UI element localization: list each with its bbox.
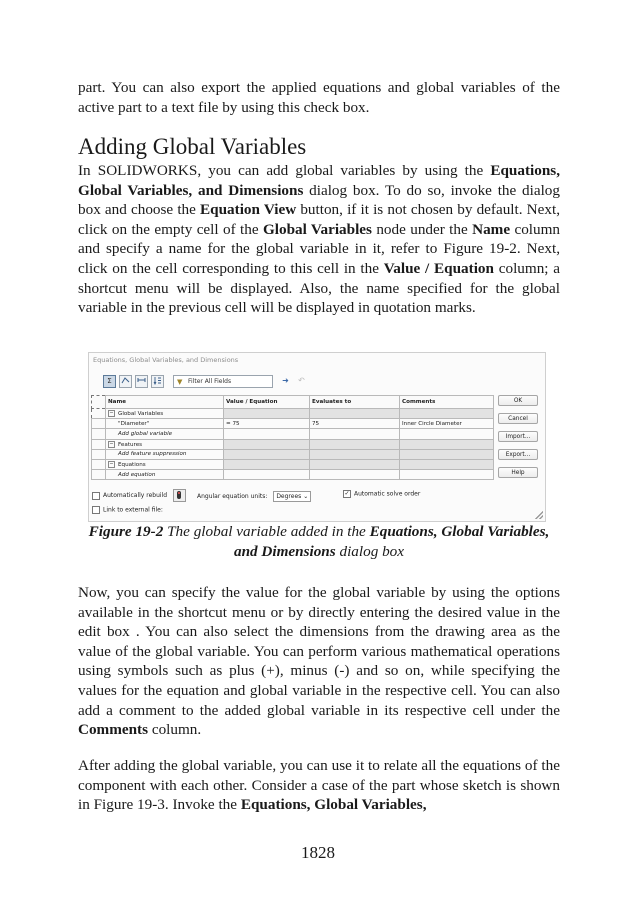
equations-grid <box>91 395 494 480</box>
dialog-title: Equations, Global Variables, and Dimensions <box>93 356 239 364</box>
undo-button[interactable] <box>295 375 308 388</box>
add-feature-suppression-cell[interactable]: Add feature suppression <box>106 449 224 459</box>
undo-icon: ↶ <box>298 376 305 385</box>
column-header-name[interactable]: Name <box>106 396 224 409</box>
angular-units-select[interactable]: Degrees ⌄ <box>273 491 311 502</box>
chevron-down-icon: ⌄ <box>303 493 309 500</box>
equation-view-button[interactable] <box>103 375 116 388</box>
add-global-variable-cell[interactable]: Add global variable <box>106 429 224 439</box>
collapse-icon: − <box>109 410 114 417</box>
auto-solve-checkbox[interactable]: ✓ Automatic solve order <box>344 490 421 498</box>
table-row <box>92 439 494 449</box>
angular-units-label: Angular equation units: <box>197 493 268 500</box>
figure-caption: Figure 19-2 The global variable added in the Equations, Global Variables, and Dimensions dialog box <box>88 523 550 560</box>
page-number: 1828 <box>301 843 335 862</box>
angular-units-group <box>197 491 311 502</box>
table-row <box>92 449 494 459</box>
grid-header-row <box>92 396 494 409</box>
rebuild-icon[interactable] <box>173 489 186 502</box>
table-row <box>92 419 494 429</box>
export-button[interactable]: Export... <box>498 449 538 460</box>
table-row <box>92 459 494 469</box>
checkbox-unchecked-icon <box>92 506 100 514</box>
table-row <box>92 409 494 419</box>
variable-name-cell[interactable]: "Diameter" <box>106 419 224 429</box>
filter-input[interactable] <box>173 375 273 388</box>
filter-placeholder: Filter All Fields <box>188 378 232 385</box>
sort-icon <box>153 376 162 385</box>
column-header-evaluates[interactable]: Evaluates to <box>310 396 400 409</box>
variable-comment-cell[interactable]: Inner Circle Diameter <box>400 419 494 429</box>
checkbox-checked-icon: ✓ <box>344 490 350 497</box>
ok-button[interactable]: OK <box>498 395 538 406</box>
sketch-icon <box>121 376 130 385</box>
intro-paragraph: part. You can also export the applied equations and global variables of the active part to a text file by using this check box. <box>78 79 560 116</box>
dimension-icon <box>137 376 146 385</box>
variable-evaluates-cell: 75 <box>310 419 400 429</box>
variable-value-cell[interactable]: = 75 <box>224 419 310 429</box>
sketch-equation-view-button[interactable] <box>119 375 132 388</box>
goto-button[interactable] <box>279 375 292 388</box>
equations-node[interactable]: − Equations <box>106 459 224 469</box>
figure-dialog-screenshot <box>88 352 546 522</box>
collapse-icon: − <box>109 461 114 468</box>
checkbox-unchecked-icon <box>92 492 100 500</box>
dimension-view-button[interactable] <box>135 375 148 388</box>
features-node[interactable]: − Features <box>106 439 224 449</box>
section-heading: Adding Global Variables <box>78 134 307 159</box>
cancel-button[interactable]: Cancel <box>498 413 538 424</box>
column-header-value[interactable]: Value / Equation <box>224 396 310 409</box>
import-button[interactable]: Import... <box>498 431 538 442</box>
paragraph-adding-global-variables: In SOLIDWORKS, you can add global variables by using the Equations, Global Variables, and Dimensions dialog box. To do so, invoke the dialog box and choose the Equation View button, if it is not chosen by default. Next, click on the empty cell of the Global Variables node under the Name column and specify a name for the global variable in it, refer to Figure 19-2. Next, click on the cell corresponding to this cell in the Value / Equation column; a shortcut menu will be displayed. Also, the name specified for the global variable in the previous cell will be displayed in quotation marks. <box>78 162 561 317</box>
ordered-view-button[interactable] <box>151 375 164 388</box>
global-variables-node[interactable]: − Global Variables <box>106 409 224 419</box>
add-equation-cell[interactable]: Add equation <box>106 470 224 480</box>
help-button[interactable]: Help <box>498 467 538 478</box>
collapse-icon: − <box>109 440 114 447</box>
column-header-comments[interactable]: Comments <box>400 396 494 409</box>
paragraph-relate-equations: After adding the global variable, you can use it to relate all the equations of the component with each other. Consider a case of the part whose sketch is shown in Figure 19-3. Invoke the Equations, Global Variables, <box>78 757 560 814</box>
sigma-icon: Σ <box>107 377 112 385</box>
auto-rebuild-checkbox[interactable]: Automatically rebuild <box>92 489 186 502</box>
paragraph-specify-value: Now, you can specify the value for the global variable by using the options available in the shortcut menu or by directly entering the desired value in the edit box . You can also select the dimensions from the drawing area as the value of the global variable. You can perform various mathematical operations using symbols such as plus (+), minus (-) and so on, while specifying the values for the equation and global variable in the respective cell. You can also add a comment to the added global variable in its respective cell under the Comments column. <box>78 584 560 739</box>
table-row <box>92 429 494 439</box>
resize-grip-icon[interactable] <box>535 511 543 519</box>
link-external-checkbox[interactable]: Link to external file: <box>92 506 163 514</box>
filter-icon: ▼ <box>177 378 183 386</box>
table-row <box>92 470 494 480</box>
grid-corner <box>92 396 106 409</box>
arrow-icon: ➜ <box>282 376 289 385</box>
